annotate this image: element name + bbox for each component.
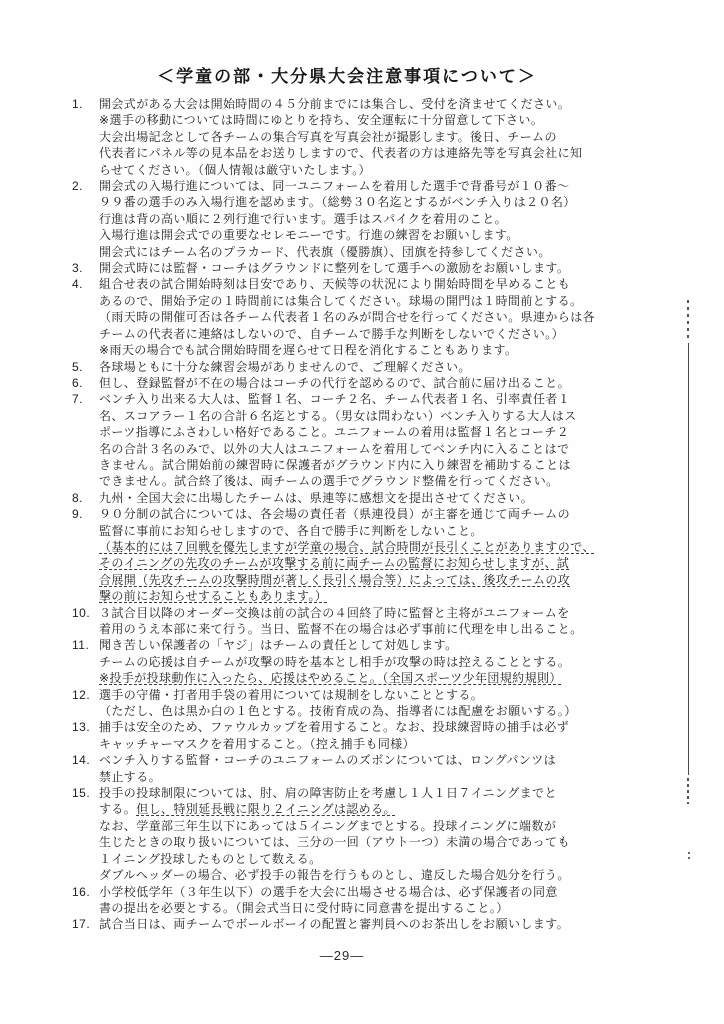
text-line: チームの応援は自チームが攻撃の時を基本とし相手が攻撃の時は控えることとする。 bbox=[99, 654, 571, 669]
text-line: きません。試合開始前の練習時に保護者がグラウンド内に入り練習を補助することは bbox=[99, 457, 571, 472]
list-item bbox=[72, 752, 694, 785]
list-item bbox=[72, 359, 694, 375]
text-line: 開会式にはチーム名のプラカード、代表旗（優勝旗）、団旗を持参してください。 bbox=[99, 244, 551, 259]
item-number: 6. bbox=[72, 375, 84, 390]
list-item bbox=[72, 605, 694, 638]
item-number: 9. bbox=[72, 507, 84, 522]
text-line: ポーツ指導にふさわしい格好であること。ユニフォームの着用は監督１名とコーチ２ bbox=[99, 425, 570, 440]
item-number: 11. bbox=[72, 638, 90, 653]
text-line: ９０分制の試合については、各会場の責任者（県連役員）が主審を通じて両チームの bbox=[99, 507, 570, 522]
scan-artifact-dashed-line-top bbox=[687, 300, 689, 342]
text-line: ※選手の移動については時間にゆとりを持ち、安全運転に十分留意して下さい。 bbox=[99, 113, 544, 128]
text-line: １イニング投球したものとして数える。 bbox=[99, 851, 322, 866]
text-line: 着用のうえ本部に来て行う。当日、監督不在の場合は必ず事前に代理を申し出ること。 bbox=[99, 622, 583, 636]
list-item bbox=[72, 687, 694, 720]
text-line: （雨天時の開催可否は各チーム代表者１名のみが問合せを行ってください。県連からは各 bbox=[99, 310, 596, 325]
item-number: 10. bbox=[72, 605, 91, 620]
item-text bbox=[99, 490, 694, 506]
text-line: 生じたときの取り扱いについては、三分の一回（アウト一つ）未満の場合であっても bbox=[99, 835, 570, 850]
text-line: （ただし、色は黒か白の１色とする。技術育成の為、指導者には配慮をお願いする。） bbox=[99, 704, 577, 719]
text-line: ※投手が投球動作に入ったら、応援はやめること。（全国スポーツ少年団規約規則） bbox=[99, 671, 562, 686]
text-line: （基本的には７回戦を優先しますが学童の場合、試合時間が長引くことがありますので、 bbox=[99, 539, 595, 554]
text-line: ダブルヘッダーの場合、必ず投手の報告を行うものとし、違反した場合処分を行う。 bbox=[99, 868, 570, 883]
item-number: 5. bbox=[72, 359, 84, 374]
text-line: 書の提出を必要とする。（開会式当日に受付時に同意書を提出すること。） bbox=[99, 900, 509, 915]
notice-item-list bbox=[72, 96, 694, 933]
text-line: 小学校低学年（３年生以下）の選手を大会に出場させる場合は、必ず保護者の同意 bbox=[99, 884, 558, 899]
text-line: 合展開（先攻チームの攻撃時間が著しく長引く場合等）によっては、後攻チームの攻 bbox=[99, 572, 571, 587]
item-number: 4. bbox=[72, 277, 84, 292]
text-line: ベンチ入り出来る大人は、監督１名、コーチ２名、チーム代表者１名、引率責任者１ bbox=[99, 392, 571, 407]
list-item bbox=[72, 884, 694, 917]
item-text bbox=[99, 178, 694, 260]
list-item bbox=[72, 375, 694, 391]
text-line: 開会式時には監督・コーチはグラウンドに整列をして選手への激励をお願いします。 bbox=[99, 261, 570, 276]
item-number: 13. bbox=[72, 720, 91, 735]
list-item bbox=[72, 490, 694, 506]
item-text bbox=[99, 637, 694, 686]
item-text bbox=[99, 916, 694, 932]
text-line: 各球場ともに十分な練習会場がありませんので、ご理解ください。 bbox=[99, 359, 471, 374]
text-line: ベンチ入りする監督・コーチのユニフォームのズボンについては、ロングパンツは bbox=[99, 753, 557, 768]
scan-artifact-dots bbox=[688, 852, 690, 861]
text-line: あるので、開始予定の１時間前には集合してください。球場の開門は１時間前とする。 bbox=[99, 293, 583, 308]
text-line: ※雨天の場合でも試合開始時間を遅らせて日程を消化することもあります。 bbox=[99, 343, 518, 358]
item-number: 8. bbox=[72, 490, 84, 505]
text-line: できません。試合終了後は、両チームの選手でグラウンド整備を行ってください。 bbox=[99, 474, 559, 489]
text-line: 但し、登録監督が不在の場合はコーチの代行を認めるので、試合前に届け出ること。 bbox=[99, 375, 570, 390]
item-text bbox=[99, 687, 694, 720]
text-line: そのイニングの先攻のチームが攻撃する前に両チームの監督にお知らせしますが、試 bbox=[99, 556, 570, 571]
text-line: 名、スコアラー１名の合計６名迄とする。（男女は問わない）ベンチ入りする大人はス bbox=[99, 408, 577, 423]
text-line: 大会出場記念として各チームの集合写真を写真会社が撮影します。後日、チームの bbox=[99, 129, 557, 144]
item-text bbox=[99, 719, 694, 752]
item-number: 1. bbox=[72, 97, 84, 111]
text-line: 聞き苦しい保護者の「ヤジ」はチームの責任として対処します。 bbox=[99, 638, 458, 653]
item-text bbox=[99, 276, 694, 358]
text-line: 監督に事前にお知らせしますので、各自で勝手に判断をしないこと。 bbox=[99, 523, 483, 538]
scan-artifact-vertical-line bbox=[688, 343, 689, 775]
item-text bbox=[99, 96, 694, 178]
text-line: 選手の守備・打者用手袋の着用については規制をしないこととする。 bbox=[99, 687, 484, 702]
text-line: する。但し、特別延長戦に限り２イニングは認める。 bbox=[99, 802, 396, 817]
list-item bbox=[72, 719, 694, 752]
list-item bbox=[72, 916, 694, 932]
item-text bbox=[99, 785, 694, 883]
document-title: ＜学童の部・大分県大会注意事項について＞ bbox=[157, 67, 537, 86]
item-text bbox=[99, 752, 694, 785]
text-line: ３試合目以降のオーダー交換は前の試合の４回終了時に監督と主将がユニフォームを bbox=[99, 605, 570, 620]
list-item bbox=[72, 260, 694, 276]
item-text bbox=[99, 506, 694, 604]
text-line: 行進は背の高い順に２列行進で行います。選手はスパイクを着用のこと。 bbox=[99, 211, 508, 226]
item-text bbox=[99, 884, 694, 917]
text-line: 入場行進は開会式での重要なセレモニーです。行進の練習をお願いします。 bbox=[99, 228, 519, 243]
list-item bbox=[72, 96, 694, 178]
text-line: 撃の前にお知らせすることもあります。） bbox=[99, 589, 328, 604]
item-text bbox=[99, 391, 694, 489]
item-number: 14. bbox=[72, 753, 91, 768]
list-item bbox=[72, 178, 694, 260]
list-item bbox=[72, 506, 694, 604]
item-number: 2. bbox=[72, 179, 84, 194]
text-line: 九州・全国大会に出場したチームは、県連等に感想文を提出させてください。 bbox=[99, 490, 534, 505]
list-item bbox=[72, 276, 694, 358]
text-line: 禁止する。 bbox=[99, 769, 162, 784]
text-line: ９９番の選手のみ入場行進を認めます。（総勢３０名迄とするがベンチ入りは２０名） bbox=[99, 195, 576, 210]
text-line: 名の合計３名のみで、以外の大人はユニフォームを着用してベンチ内に入ることはで bbox=[99, 441, 570, 456]
item-text bbox=[99, 260, 694, 276]
item-number: 17. bbox=[72, 917, 91, 932]
text-line: 開会式がある大会は開始時間の４５分前までには集合し、受付を済ませてください。 bbox=[99, 97, 571, 111]
item-text bbox=[99, 375, 694, 391]
item-number: 7. bbox=[72, 392, 84, 407]
scan-artifact-dashed-line-bottom bbox=[687, 778, 689, 804]
item-number: 16. bbox=[72, 884, 91, 899]
list-item bbox=[72, 391, 694, 489]
text-line: 投手の投球制限については、肘、肩の障害防止を考慮し１人１日７イニングまでと bbox=[99, 786, 557, 801]
text-line: チームの代表者に連絡はしないので、自チームで勝手な判断をしないでください。） bbox=[99, 326, 564, 341]
text-line: なお、学童部三年生以下にあっては５イニングまでとする。投球イニングに端数が bbox=[99, 818, 557, 833]
text-line: 代表者にパネル等の見本品をお送りしますので、代表者の方は連絡先等を写真会社に知 bbox=[99, 146, 583, 161]
text-line: 開会式の入場行進については、同一ユニフォームを着用した選手で背番号が１０番～ bbox=[99, 179, 570, 194]
item-number: 3. bbox=[72, 261, 84, 276]
list-item bbox=[72, 785, 694, 883]
item-text bbox=[99, 605, 694, 638]
item-number: 15. bbox=[72, 786, 91, 801]
text-line: キャッチャーマスクを着用すること。（控え捕手も同様） bbox=[99, 736, 416, 751]
item-text bbox=[99, 359, 694, 375]
text-line: 組合せ表の試合開始時刻は目安であり、天候等の状況により開始時間を早めることも bbox=[99, 277, 571, 292]
text-line: らせてください。（個人情報は厳守いたします。） bbox=[99, 162, 371, 177]
item-number: 12. bbox=[72, 687, 91, 702]
text-line: 捕手は安全のため、ファウルカップを着用すること。なお、投球練習時の捕手は必ず bbox=[99, 720, 570, 735]
page-number: ―29― bbox=[319, 948, 365, 963]
text-line: 試合当日は、両チームでボールボーイの配置と審判員へのお茶出しをお願いします。 bbox=[99, 917, 570, 932]
list-item bbox=[72, 637, 694, 686]
